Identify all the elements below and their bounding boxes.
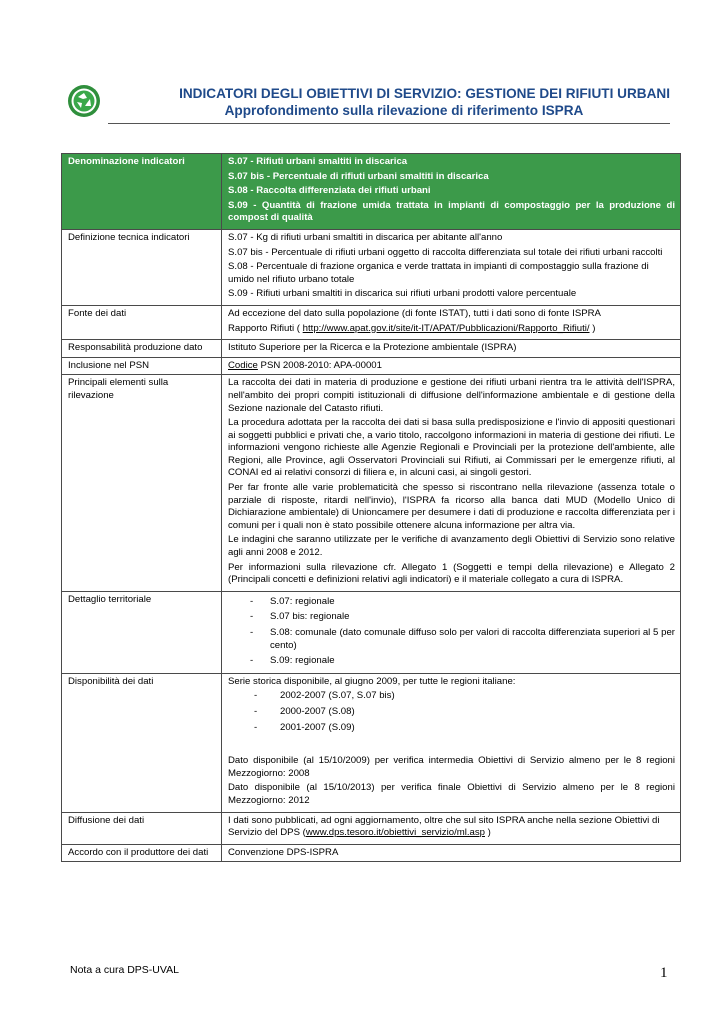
row-value bbox=[222, 591, 681, 673]
list-item-text: S.07 bis: regionale bbox=[270, 611, 350, 623]
dash-bullet: - bbox=[250, 611, 254, 623]
definition-line: S.07 - Kg di rifiuti urbani smaltiti in discarica per abitante all'anno bbox=[228, 231, 503, 243]
diffusion-text bbox=[228, 815, 675, 840]
page-number: 1 bbox=[660, 965, 668, 981]
indicator-name: S.07 bis - Percentuale di rifiuti urbani smaltiti in discarica bbox=[228, 170, 489, 182]
row-label: Diffusione dei dati bbox=[62, 812, 222, 844]
row-value: Istituto Superiore per la Ricerca e la Protezione ambientale (ISPRA) bbox=[222, 340, 681, 358]
paragraph: Per informazioni sulla rilevazione cfr. Allegato 1 (Soggetti e tempi della rilevazione) e Allegato 2 (Principali concetti e definizioni relativi agli indicatori) e il materiale collegato a cura di ISPRA. bbox=[228, 561, 675, 586]
list-item bbox=[228, 706, 675, 719]
list-item-text: 2000-2007 (S.08) bbox=[280, 705, 355, 717]
list-item bbox=[228, 655, 675, 668]
source-prefix: Rapporto Rifiuti ( bbox=[228, 322, 303, 334]
list-item-text: S.08: comunale (dato comunale diffuso solo per valori di raccolta differenziata superiori al 5 per cento) bbox=[270, 627, 675, 651]
list-item bbox=[228, 611, 675, 624]
paragraph: Per far fronte alle varie problematicità che spesso si riscontrano nella rilevazione (assenza totale o parziale di risposte, ritardi nell'invio), l'ISPRA fa ricorso alla banca dati MUD (Modello Unico di Dichiarazione ambientale) di Unioncamere per desumere i dati di produzione e raccolta differenziata per i comuni per i quali non è stato possibile ottenere alcuna informazione per altra via. bbox=[228, 482, 675, 531]
definition-line: S.07 bis - Percentuale di rifiuti urbani oggetto di raccolta differenziata sul totale dei rifiuti urbani raccolti bbox=[228, 246, 663, 258]
row-label: Disponibilità dei dati bbox=[62, 673, 222, 812]
list-item-text: S.07: regionale bbox=[270, 595, 335, 607]
list-item bbox=[228, 596, 675, 609]
list-item-text: 2002-2007 (S.07, S.07 bis) bbox=[280, 690, 395, 702]
footer-note: Nota a cura DPS-UVAL bbox=[70, 964, 179, 976]
diffusion-suffix: ) bbox=[485, 827, 491, 839]
list-item bbox=[228, 722, 675, 735]
dash-bullet: - bbox=[250, 655, 254, 667]
recycling-logo-icon bbox=[67, 84, 101, 118]
row-value bbox=[222, 673, 681, 812]
codice-label: Codice bbox=[228, 359, 258, 371]
availability-list bbox=[228, 690, 675, 734]
row-value bbox=[222, 305, 681, 339]
row-value bbox=[222, 812, 681, 844]
dash-bullet: - bbox=[254, 721, 258, 733]
table-row-dettaglio bbox=[62, 591, 681, 673]
row-label: Fonte dei dati bbox=[62, 305, 222, 339]
availability-note: Dato disponibile (al 15/10/2009) per verifica intermedia Obiettivi di Servizio almeno per le 8 regioni Mezzogiorno: 2008 bbox=[228, 755, 675, 779]
paragraph: La procedura adottata per la raccolta dei dati si basa sulla predisposizione e l'invio di appositi questionari ai soggetti pubblici e privati che, a vario titolo, raccolgono informazioni in materia di gestione dei rifiuti. Le informazioni vengono richieste alle Agenzie Regionali e Provinciali per la protezione dell'ambiente, alle Regioni, alle Province, agli Osservatori Provinciali sui Rifiuti, ai Commissari per le emergenze rifiuti, al CONAI ed ai relativi consorzi di filiera e, in alcuni casi, ai singoli gestori. bbox=[228, 417, 675, 479]
table-row-disponibilita bbox=[62, 673, 681, 812]
row-label: Principali elementi sulla rilevazione bbox=[62, 375, 222, 592]
diffusion-body: I dati sono pubblicati, ad ogni aggiornamento, oltre che sul sito ISPRA anche nella sezione Obiettivi di Servizio del DPS ( bbox=[228, 814, 660, 839]
row-value bbox=[222, 375, 681, 592]
list-item-text: S.09: regionale bbox=[270, 655, 335, 667]
page-title: INDICATORI DEGLI OBIETTIVI DI SERVIZIO: GESTIONE DEI RIFIUTI URBANI bbox=[179, 86, 670, 101]
paragraph: La raccolta dei dati in materia di produzione e gestione dei rifiuti urbani rientra tra le attività dell'ISPRA, nell'ambito dei propri compiti istituzionali di diffusione dell'informazione ambientale e di gestione della Sezione nazionale del Catasto rifiuti. bbox=[228, 377, 675, 414]
row-label: Definizione tecnica indicatori bbox=[62, 229, 222, 305]
table-row-definizione bbox=[62, 229, 681, 305]
dash-bullet: - bbox=[250, 595, 254, 607]
dash-bullet: - bbox=[254, 690, 258, 702]
indicator-name: S.07 - Rifiuti urbani smaltiti in discarica bbox=[228, 156, 408, 167]
row-label: Denominazione indicatori bbox=[62, 154, 222, 230]
psn-code: PSN 2008-2010: APA-00001 bbox=[257, 359, 382, 371]
indicator-name: S.08 - Raccolta differenziata dei rifiuti urbani bbox=[228, 185, 431, 197]
list-item bbox=[228, 627, 675, 652]
dps-link[interactable]: www.dps.tesoro.it/obiettivi_servizio/ml.asp bbox=[305, 827, 485, 839]
table-row-accordo bbox=[62, 844, 681, 862]
indicator-name: S.09 - Quantità di frazione umida trattata in impianti di compostaggio per la produzione di compost di qualità bbox=[228, 199, 675, 224]
list-item-text: 2001-2007 (S.09) bbox=[280, 721, 355, 733]
row-label: Accordo con il produttore dei dati bbox=[62, 844, 222, 862]
source-suffix: ) bbox=[589, 322, 596, 334]
row-label: Responsabilità produzione dato bbox=[62, 340, 222, 358]
availability-note: Dato disponibile (al 15/10/2013) per verifica finale Obiettivi di Servizio almeno per le 8 regioni Mezzogiorno: 2012 bbox=[228, 782, 675, 806]
list-item bbox=[228, 690, 675, 703]
document-header bbox=[108, 85, 670, 124]
ispra-report-link[interactable]: http://www.apat.gov.it/site/it-IT/APAT/Pubblicazioni/Rapporto_Rifiuti/ bbox=[302, 322, 590, 334]
row-label: Inclusione nel PSN bbox=[62, 357, 222, 375]
territorial-list bbox=[228, 596, 675, 668]
source-link-line bbox=[228, 323, 675, 336]
availability-intro: Serie storica disponibile, al giugno 2009, per tutte le regioni italiane: bbox=[228, 675, 516, 687]
table-row-denominazione bbox=[62, 154, 681, 230]
definition-line: S.08 - Percentuale di frazione organica e verde trattata in impianti di compostaggio sulla frazione di umido nel rifiuto urbano totale bbox=[228, 261, 649, 285]
paragraph: Le indagini che saranno utilizzate per le verifiche di avanzamento degli Obiettivi di Servizio sono relative agli anni 2008 e 2012. bbox=[228, 534, 675, 559]
indicators-table bbox=[61, 153, 681, 862]
page-subtitle: Approfondimento sulla rilevazione di riferimento ISPRA bbox=[224, 103, 584, 118]
dash-bullet: - bbox=[254, 705, 258, 717]
row-value bbox=[222, 229, 681, 305]
row-value bbox=[222, 154, 681, 230]
table-row-fonte bbox=[62, 305, 681, 339]
table-row-principali bbox=[62, 375, 681, 592]
definition-line: S.09 - Rifiuti urbani smaltiti in discarica sui rifiuti urbani prodotti valore percentuale bbox=[228, 288, 577, 300]
table-row-diffusione bbox=[62, 812, 681, 844]
row-value bbox=[222, 357, 681, 375]
table-row-responsabilita bbox=[62, 340, 681, 358]
row-label: Dettaglio territoriale bbox=[62, 591, 222, 673]
table-row-inclusione bbox=[62, 357, 681, 375]
row-value: Convenzione DPS-ISPRA bbox=[222, 844, 681, 862]
dash-bullet: - bbox=[250, 627, 254, 638]
source-text: Ad eccezione del dato sulla popolazione (di fonte ISTAT), tutti i dati sono di fonte ISPRA bbox=[228, 307, 601, 319]
